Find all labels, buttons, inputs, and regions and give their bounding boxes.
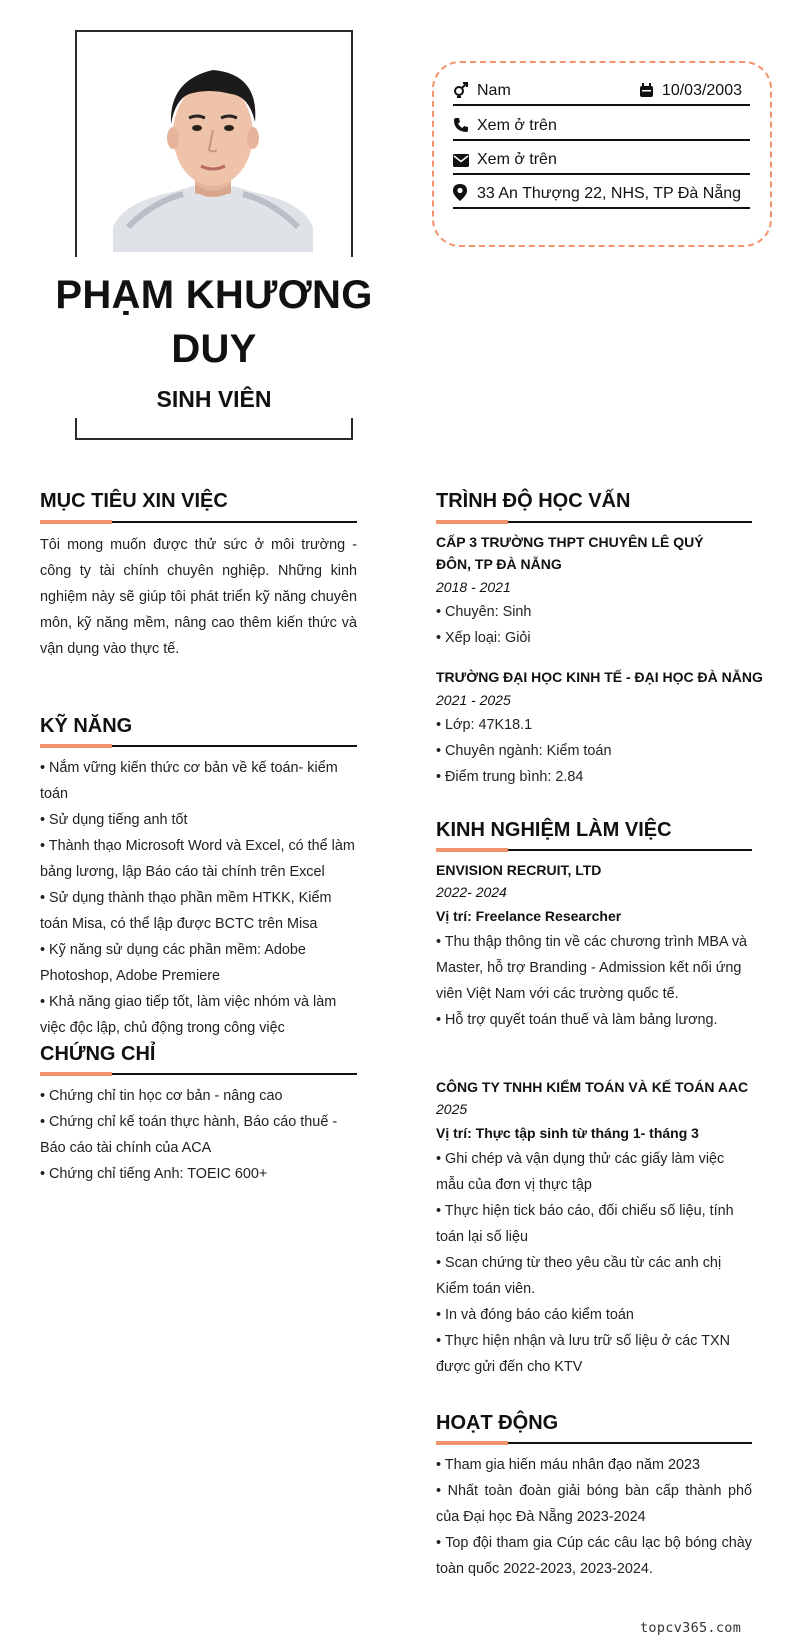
skill-item: • Thành thạo Microsoft Word và Excel, có thể làm bảng lương, lập Báo cáo tài chính trên Excel xyxy=(40,838,355,880)
job-detail: • Scan chứng từ theo yêu cầu từ các anh chị Kiểm toán viên. xyxy=(436,1255,722,1297)
activities-divider xyxy=(436,1442,752,1444)
contact-row-address xyxy=(453,173,750,209)
job-detail: • Ghi chép và vận dụng thử các giấy làm việc mẫu của đơn vị thực tập xyxy=(436,1151,725,1193)
footer-watermark: topcv365.com xyxy=(640,1620,742,1636)
activities-list xyxy=(436,1452,752,1582)
job-detail: • Hỗ trợ quyết toán thuế và làm bảng lương. xyxy=(436,1012,718,1028)
objective-text: Tôi mong muốn được thử sức ở môi trường - công ty tài chính chuyên nghiệp. Những kinh nghiệm này sẽ giúp tôi phát triển kỹ năng chuyên môn, kỹ năng mềm, nâng cao thêm kiến thức và vận dụng vào thực tế. xyxy=(40,537,357,657)
job-role: Vị trí: Freelance Researcher xyxy=(436,908,622,924)
education-title: TRÌNH ĐỘ HỌC VẤN xyxy=(436,490,631,512)
education-divider xyxy=(436,521,752,523)
calendar-icon xyxy=(639,83,654,98)
skill-item: • Khả năng giao tiếp tốt, làm việc nhóm và làm việc độc lập, chủ động trong công việc xyxy=(40,994,337,1036)
job-detail: • Thực hiện tick báo cáo, đối chiếu số liệu, tính toán lại số liệu xyxy=(436,1203,734,1245)
contact-row-phone xyxy=(453,105,750,141)
job-detail: • In và đóng báo cáo kiểm toán xyxy=(436,1307,634,1323)
job-years: 2022- 2024 xyxy=(436,884,507,900)
school-details xyxy=(436,712,752,790)
job-years: 2025 xyxy=(436,1101,468,1117)
school-detail: • Chuyên ngành: Kiểm toán xyxy=(436,743,612,759)
dob-value: 10/03/2003 xyxy=(661,82,742,99)
school-name: CẤP 3 TRƯỜNG THPT CHUYÊN LÊ QUÝ ĐÔN, TP ĐÀ NẴNG xyxy=(436,534,704,572)
profile-photo xyxy=(113,62,313,252)
email-value: Xem ở trên xyxy=(477,151,557,168)
contact-row-gender-dob xyxy=(453,70,750,106)
activities-title: HOẠT ĐỘNG xyxy=(436,1412,559,1434)
school-detail: • Chuyên: Sinh xyxy=(436,604,532,620)
job-details xyxy=(436,929,752,1033)
company-name: ENVISION RECRUIT, LTD xyxy=(436,862,602,878)
skills-divider xyxy=(40,745,357,747)
skill-item: • Kỹ năng sử dụng các phần mềm: Adobe Photoshop, Adobe Premiere xyxy=(40,942,306,984)
skills-title: KỸ NĂNG xyxy=(40,715,133,737)
school-name: TRƯỜNG ĐẠI HỌC KINH TẾ - ĐẠI HỌC ĐÀ NẴNG xyxy=(436,669,763,685)
gender-value: Nam xyxy=(477,82,511,99)
candidate-name xyxy=(40,268,388,376)
phone-icon xyxy=(453,117,469,133)
activity-item: • Top đội tham gia Cúp các câu lạc bộ bóng chày toàn quốc 2022-2023, 2023-2024. xyxy=(436,1535,752,1577)
school-detail: • Lớp: 47K18.1 xyxy=(436,717,533,733)
job-role: Vị trí: Thực tập sinh từ tháng 1- tháng 3 xyxy=(436,1125,699,1141)
certificate-item: • Chứng chỉ tin học cơ bản - nâng cao xyxy=(40,1088,283,1104)
dob xyxy=(662,82,742,100)
gender-icon xyxy=(453,82,469,98)
activity-item: • Nhất toàn đoàn giải bóng bàn cấp thành phố của Đại học Đà Nẵng 2023-2024 xyxy=(436,1483,752,1525)
candidate-name-line-2: DUY xyxy=(171,327,257,371)
certificate-item: • Chứng chỉ tiếng Anh: TOEIC 600+ xyxy=(40,1166,268,1182)
certificates-list xyxy=(40,1083,357,1187)
skills-list xyxy=(40,755,357,1041)
candidate-title: SINH VIÊN xyxy=(156,386,272,412)
school-years: 2018 - 2021 xyxy=(436,579,511,595)
experience-divider xyxy=(436,849,752,851)
company-name: CÔNG TY TNHH KIỂM TOÁN VÀ KẾ TOÁN AAC xyxy=(436,1079,749,1095)
candidate-name-line-1: PHẠM KHƯƠNG xyxy=(55,273,373,317)
school-detail: • Điểm trung bình: 2.84 xyxy=(436,769,584,785)
contact-row-email xyxy=(453,139,750,175)
location-icon xyxy=(453,184,467,201)
school-details xyxy=(436,599,752,651)
certificate-item: • Chứng chỉ kế toán thực hành, Báo cáo thuế - Báo cáo tài chính của ACA xyxy=(40,1114,338,1156)
skill-item: • Sử dụng tiếng anh tốt xyxy=(40,812,188,828)
skill-item: • Nắm vững kiến thức cơ bản về kế toán- kiểm toán xyxy=(40,760,338,802)
certificates-title: CHỨNG CHỈ xyxy=(40,1043,156,1065)
phone-value: Xem ở trên xyxy=(477,117,557,134)
activity-item: • Tham gia hiến máu nhân đạo năm 2023 xyxy=(436,1457,700,1473)
certificates-divider xyxy=(40,1073,357,1075)
job-detail: • Thực hiện nhận và lưu trữ số liệu ở các TXN được gửi đến cho KTV xyxy=(436,1333,731,1375)
objective-title: MỤC TIÊU XIN VIỆC xyxy=(40,490,228,512)
experience-title: KINH NGHIỆM LÀM VIỆC xyxy=(436,819,672,841)
objective-divider xyxy=(40,521,357,523)
email-icon xyxy=(453,154,469,167)
skill-item: • Sử dụng thành thạo phần mềm HTKK, Kiểm toán Misa, có thể lập được BCTC trên Misa xyxy=(40,890,332,932)
school-detail: • Xếp loại: Giỏi xyxy=(436,630,531,646)
job-detail: • Thu thập thông tin về các chương trình MBA và Master, hỗ trợ Branding - Admission kết nối ứng viên Việt Nam với các trường quốc tế. xyxy=(436,934,748,1002)
school-years: 2021 - 2025 xyxy=(436,692,511,708)
address-value: 33 An Thượng 22, NHS, TP Đà Nẵng xyxy=(477,185,742,202)
job-details xyxy=(436,1146,752,1380)
